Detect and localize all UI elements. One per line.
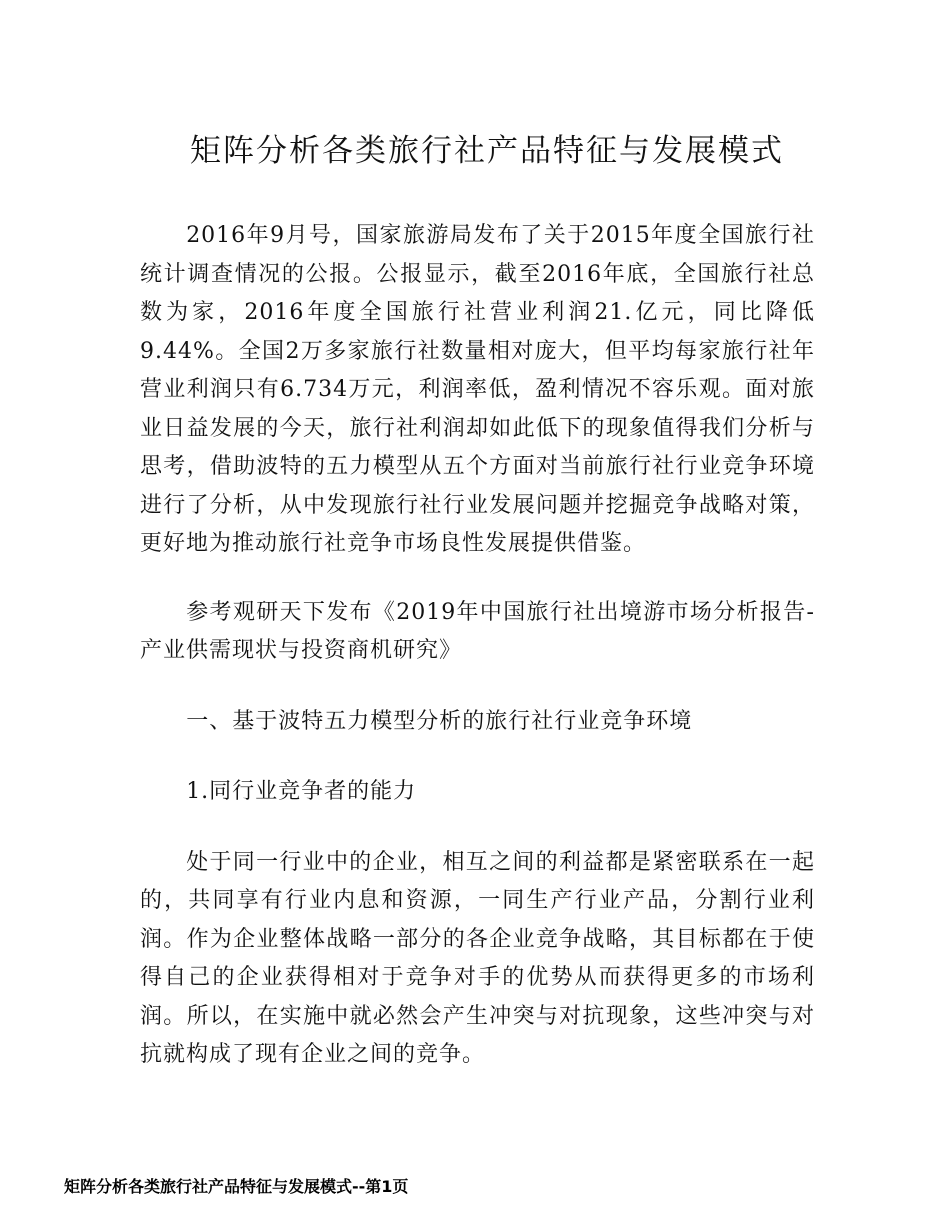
section-heading: 一、基于波特五力模型分析的旅行社行业竞争环境 [186,708,693,734]
competition-paragraph: 处于同一行业中的企业，相互之间的利益都是紧密联系在一起的，共同享有行业内息和资源，一同生产行业产品，分割行业利润。作为企业整体战略一部分的各企业竞争战略，其目标都在于使得自己的企业获得相对于竞争对手的优势从而获得更多的市场利润。所以，在实施中就必然会产生冲突与对抗现象，这些冲突与对抗就构成了现有企业之间的竞争。 [140,849,815,1067]
document-title: 矩阵分析各类旅行社产品特征与发展模式 [190,133,784,169]
intro-paragraph: 2016年9月号，国家旅游局发布了关于2015年度全国旅行社统计调查情况的公报。公报显示，截至2016年底，全国旅行社总数为家，2016年度全国旅行社营业利润21.亿元，同比降低9.44%。全国2万多家旅行社数量相对庞大，但平均每家旅行社年营业利润只有6.734万元，利润率低，盈利情况不容乐观。面对旅业日益发展的今天，旅行社利润却如此低下的现象值得我们分析与思考，借助波特的五力模型从五个方面对当前旅行社行业竞争环境进行了分析，从中发现旅行社行业发展问题并挖掘竞争战略对策，更好地为推动旅行社竞争市场良性发展提供借鉴。 [140,223,815,556]
reference-paragraph: 参考观研天下发布《2019年中国旅行社出境游市场分析报告-产业供需现状与投资商机研究》 [140,599,815,663]
subsection-heading: 1.同行业竞争者的能力 [186,779,417,804]
page-footer: 矩阵分析各类旅行社产品特征与发展模式--第1页 [64,1177,409,1196]
document-body [140,217,815,1075]
